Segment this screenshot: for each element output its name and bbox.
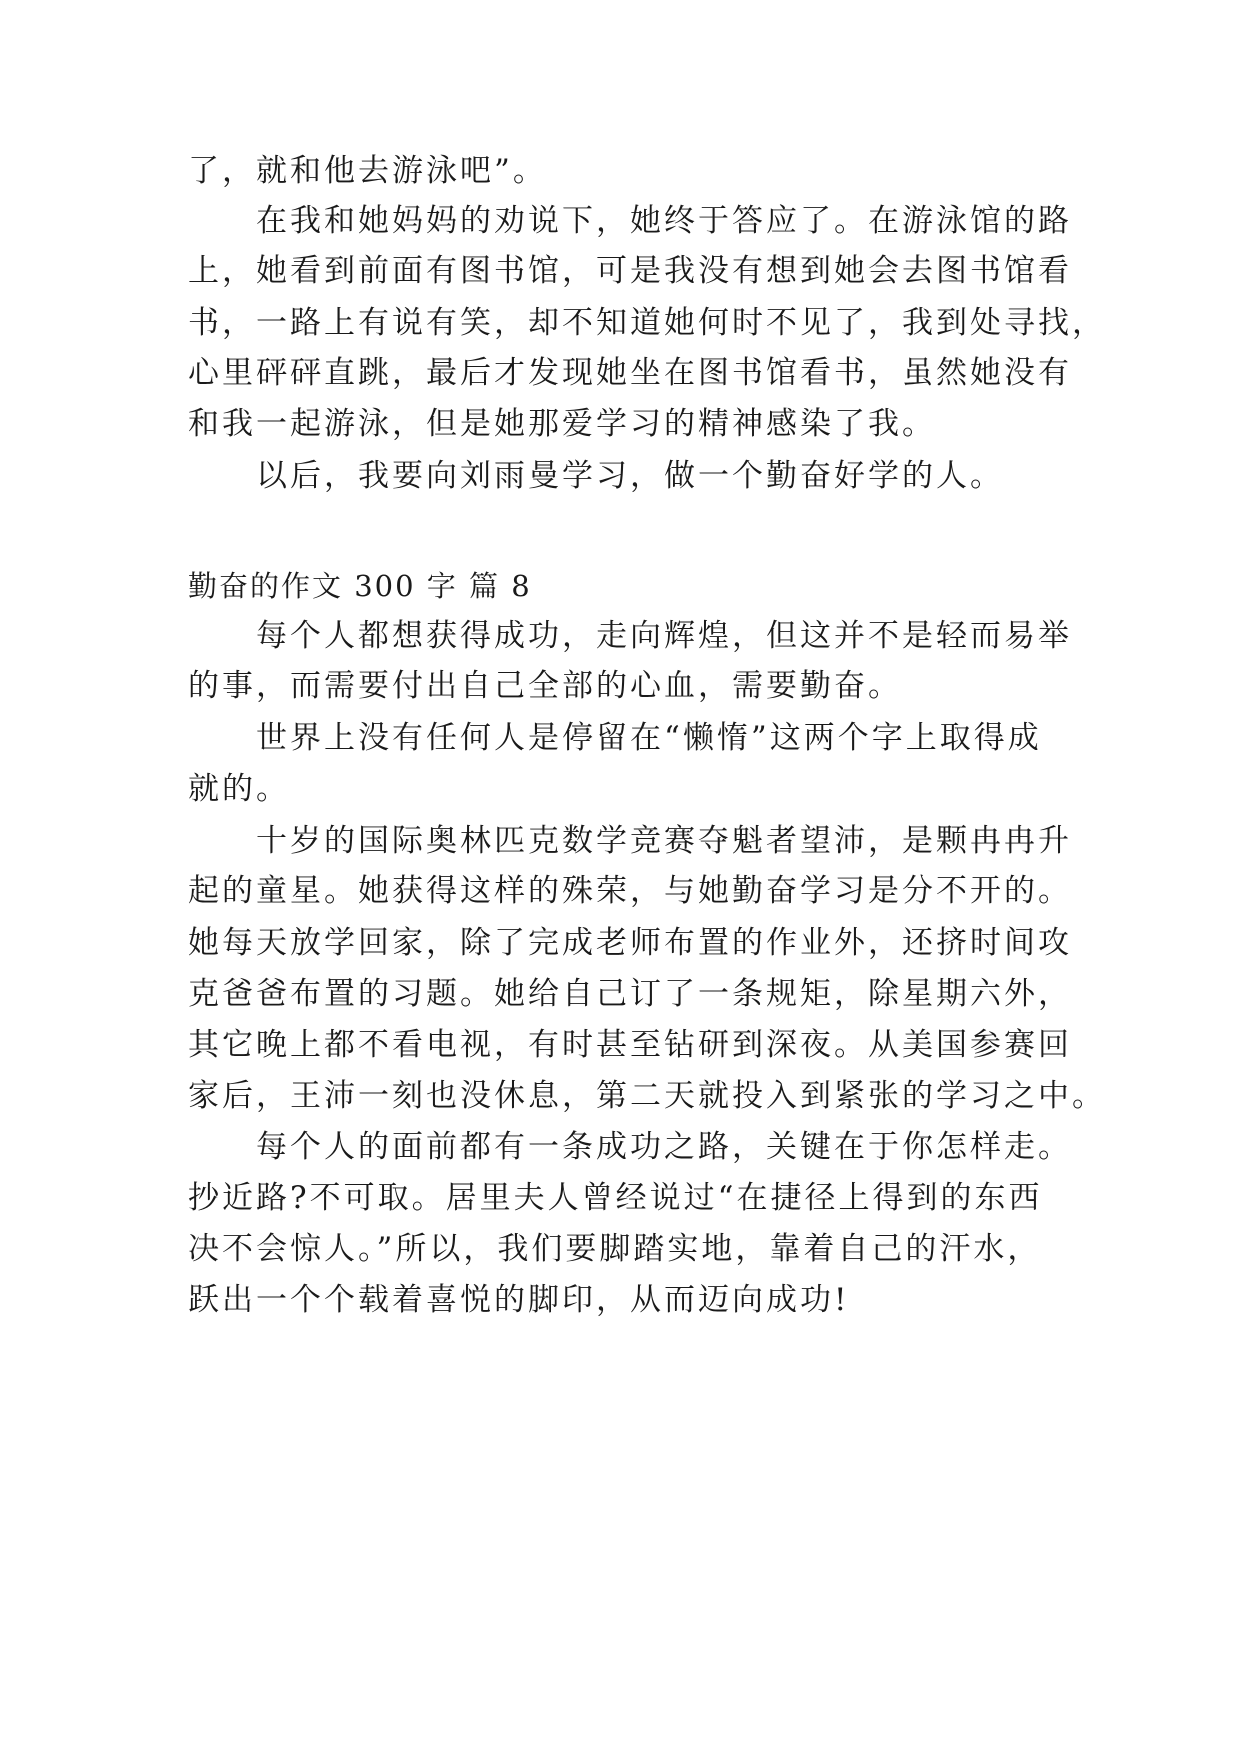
paragraph-line: 和我一起游泳，但是她那爱学习的精神感染了我。: [188, 406, 936, 442]
paragraph-line: 就的。: [188, 771, 290, 807]
paragraph-line: 克爸爸布置的习题。她给自己订了一条规矩，除星期六外，: [188, 976, 1072, 1012]
paragraph-line: 每个人的面前都有一条成功之路，关键在于你怎样走。: [256, 1129, 1072, 1165]
paragraph-line: 决不会惊人。”所以，我们要脚踏实地，靠着自己的汗水，: [188, 1231, 1042, 1267]
paragraph-line: 以后，我要向刘雨曼学习，做一个勤奋好学的人。: [256, 458, 1004, 494]
paragraph-line: 上，她看到前面有图书馆，可是我没有想到她会去图书馆看: [188, 253, 1072, 289]
paragraph-line: 其它晚上都不看电视，有时甚至钻研到深夜。从美国参赛回: [188, 1027, 1072, 1063]
paragraph-line: 抄近路?不可取。居里夫人曾经说过“在捷径上得到的东西: [188, 1180, 1043, 1216]
paragraph-line: 每个人都想获得成功，走向辉煌，但这并不是轻而易举: [256, 618, 1072, 654]
paragraph-line: 家后，王沛一刻也没休息，第二天就投入到紧张的学习之中。: [188, 1078, 1106, 1114]
paragraph-line: 的事，而需要付出自己全部的心血，需要勤奋。: [188, 668, 902, 704]
paragraph-line: 书，一路上有说有笑，却不知道她何时不见了，我到处寻找，: [188, 305, 1106, 341]
paragraph-line: 心里砰砰直跳，最后才发现她坐在图书馆看书，虽然她没有: [188, 355, 1072, 391]
paragraph-line: 了，就和他去游泳吧”。: [188, 153, 547, 189]
paragraph-line: 十岁的国际奥林匹克数学竞赛夺魁者望沛，是颗冉冉升: [256, 823, 1072, 859]
paragraph-line: 世界上没有任何人是停留在“懒惰”这两个字上取得成: [256, 720, 1042, 756]
paragraph-line: 在我和她妈妈的劝说下，她终于答应了。在游泳馆的路: [256, 203, 1072, 239]
paragraph-line: 跃出一个个载着喜悦的脚印，从而迈向成功!: [188, 1282, 850, 1318]
paragraph-line: 起的童星。她获得这样的殊荣，与她勤奋学习是分不开的。: [188, 873, 1072, 909]
paragraph-line: 她每天放学回家，除了完成老师布置的作业外，还挤时间攻: [188, 925, 1072, 961]
section-title: 勤奋的作文 300 字 篇 8: [188, 569, 532, 603]
